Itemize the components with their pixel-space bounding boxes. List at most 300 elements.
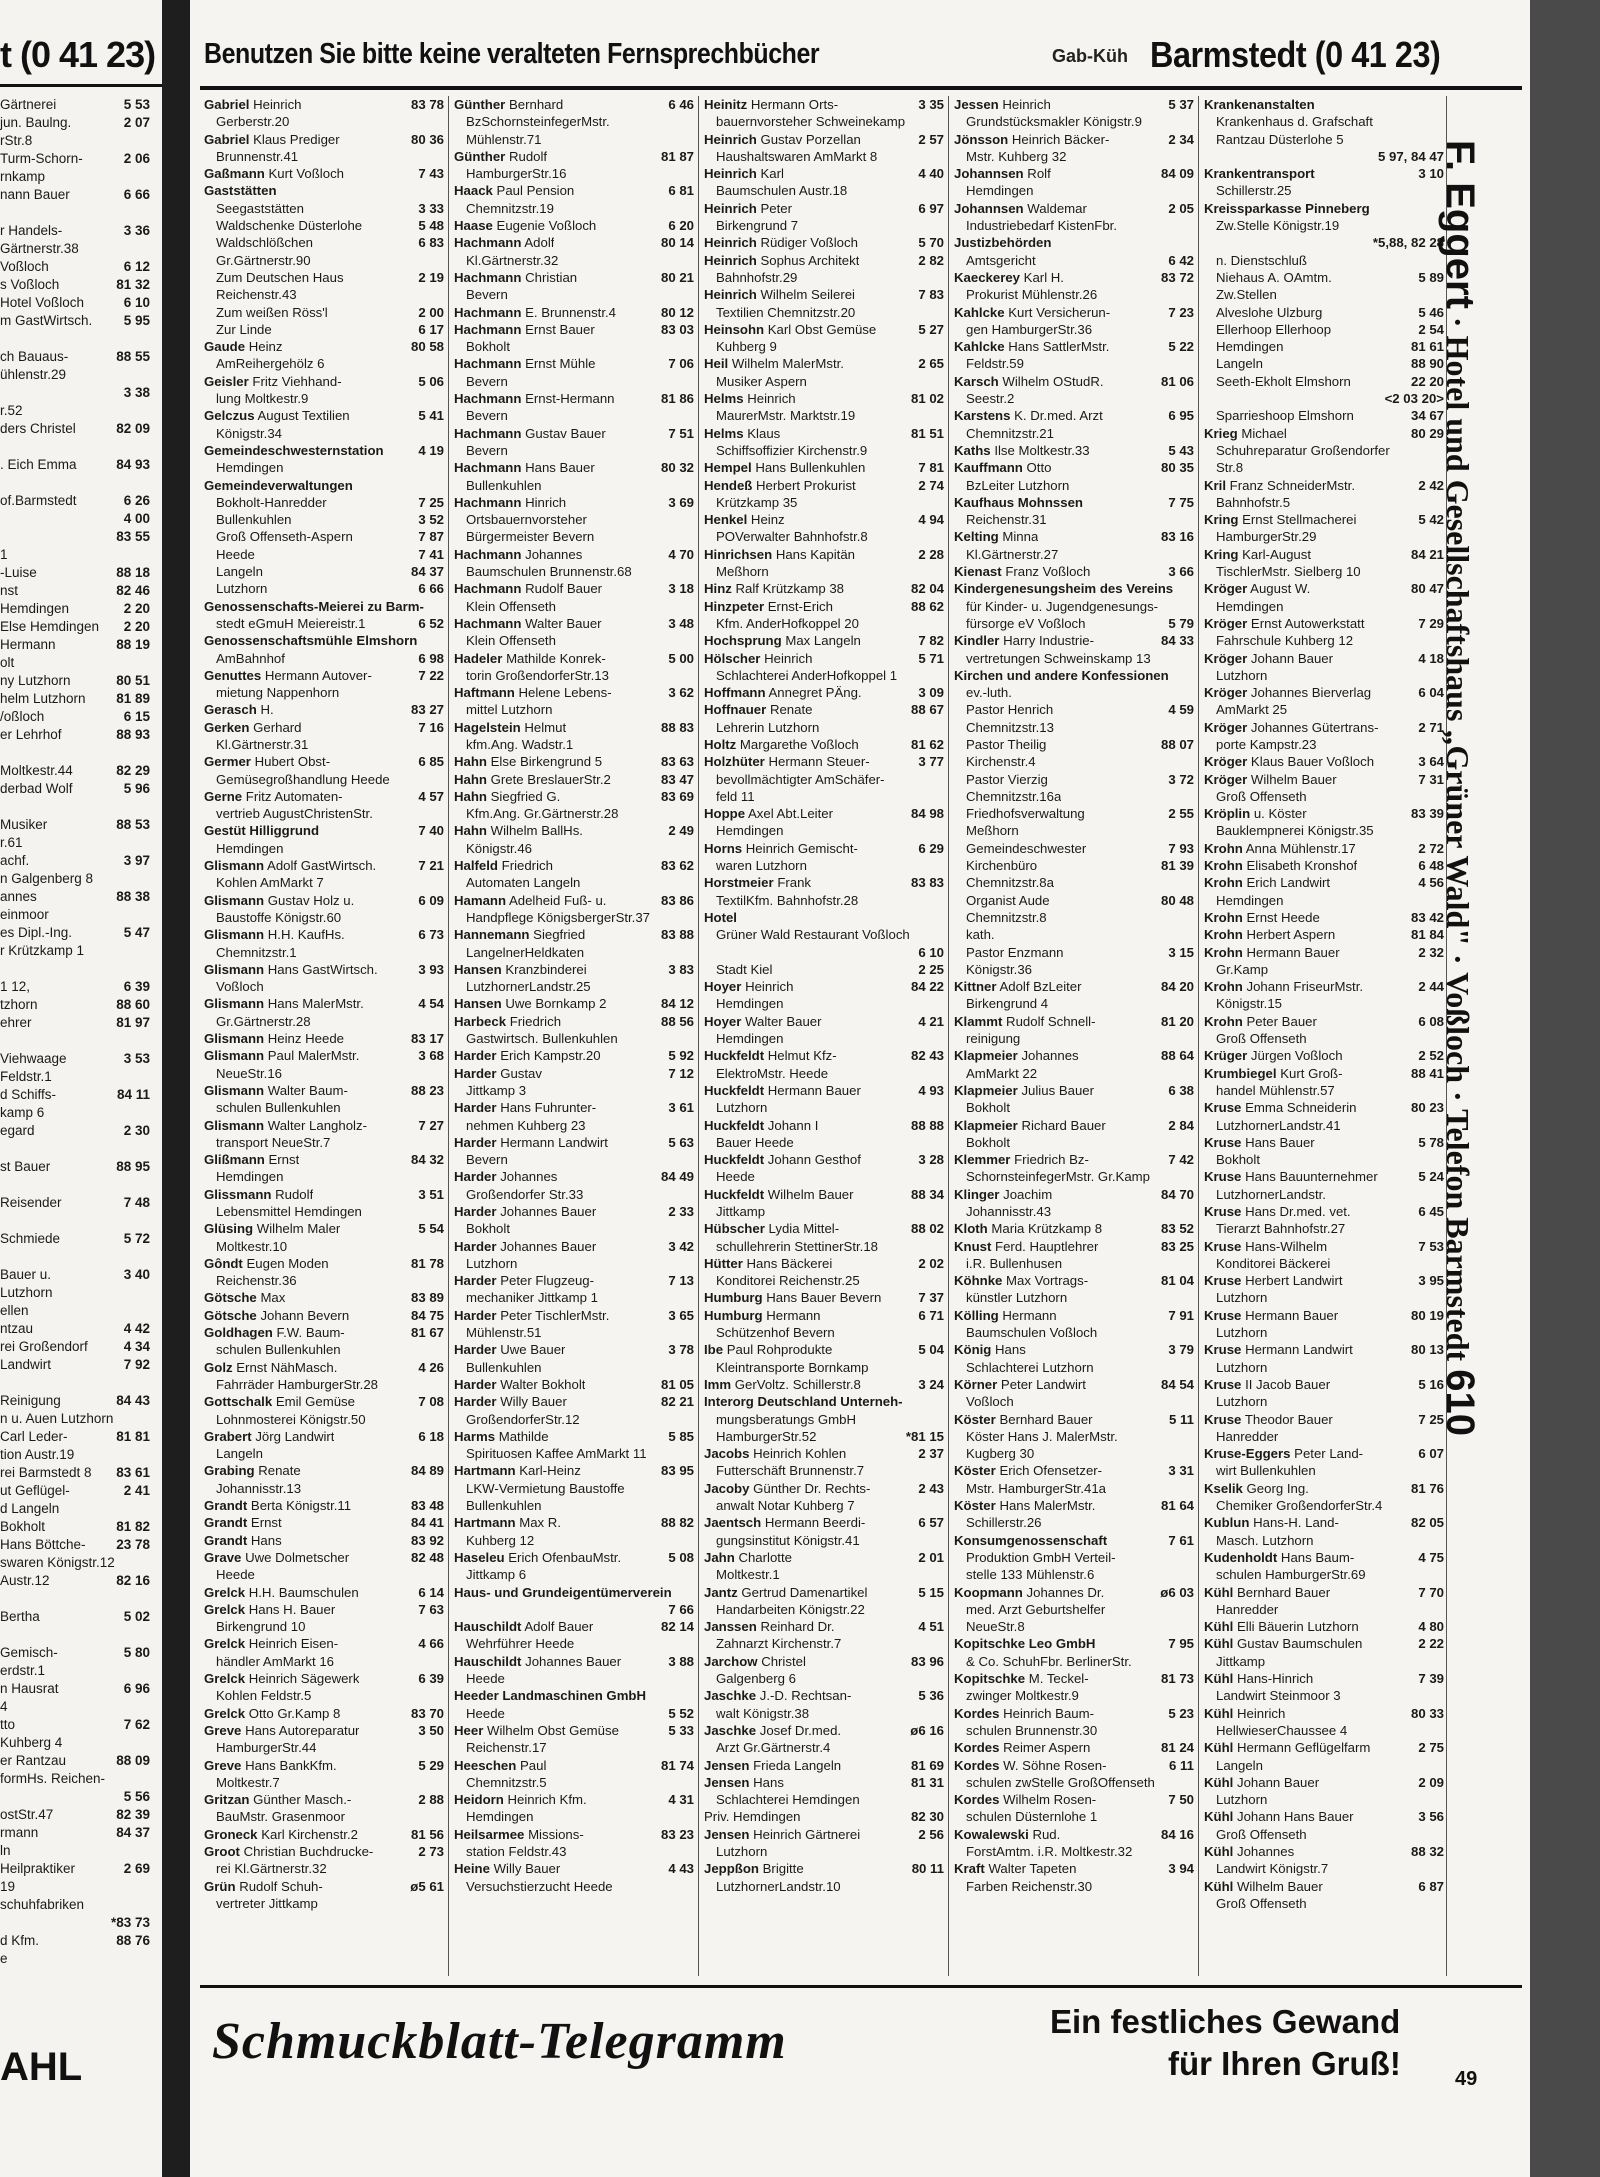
entry-line [454,771,694,788]
entry-name: Köhnke [954,1273,1003,1289]
left-page-row-text: ntzau [0,1321,34,1336]
entry-phone: 5 37 [1168,97,1194,112]
entry-continuation [1204,1895,1444,1912]
entry-text [454,390,615,407]
left-page-row [0,546,150,564]
entry-continuation [1204,286,1444,303]
entry-line [954,1411,1194,1428]
entry-line [704,200,944,217]
entry-line [704,1393,944,1410]
entry-continuation [704,1359,944,1376]
entry-detail: Waldemar [1027,200,1087,216]
entry-continuation [954,182,1194,199]
entry-detail: Johannes [1236,1843,1295,1859]
left-page-row-number: 7 48 [123,1195,150,1210]
entry-continuation-text: Großendorfer Str.33 [466,1186,584,1202]
entry-continuation [954,546,1194,563]
left-page-row [0,510,150,528]
banner-slogan-line-1: Ein festliches Gewand [1050,2003,1401,2040]
entry-name: Hachmann [454,460,522,476]
left-page-row-number: 88 76 [116,1933,150,1948]
entry-phone: 7 81 [918,460,944,476]
entry-continuation [954,1480,1194,1497]
entry-continuation-text: Jittkamp [1216,1653,1266,1669]
entry-continuation-text: Lehrerin Lutzhorn [716,719,820,735]
left-page-row-number [146,1410,150,1428]
entry-detail: Heinrich [253,97,302,112]
entry-continuation [454,874,694,891]
entry-line [454,650,694,667]
entry-continuation-text: Kl.Gärtnerstr.32 [466,252,559,268]
entry-text [1204,944,1340,961]
entry-phone: 6 48 [1418,858,1444,874]
entry-detail: Kurt Groß- [1280,1065,1343,1081]
entry-continuation [1204,1030,1444,1047]
entry-continuation-text: Amtsgericht [966,252,1036,268]
left-page-row [0,114,150,132]
entry-continuation-text: Köster Hans J. MalerMstr. [966,1428,1118,1444]
entry-text [1204,1774,1319,1791]
left-page-row-text: ühlenstr.29 [0,367,67,382]
entry-text [954,234,1051,251]
entry-name: Hartmann [454,1515,516,1531]
entry-continuation-text: handel Mühlenstr.57 [1216,1082,1335,1098]
entry-text [704,234,858,251]
entry-phone: 81 86 [660,391,694,407]
entry-detail: Peter Bauer [1246,1013,1317,1029]
entry-phone [690,1411,694,1428]
entry-continuation-text: Produktion GmbH Verteil- [966,1549,1116,1565]
entry-phone: 7 95 [1168,1636,1194,1652]
left-page-row [0,348,150,366]
entry-continuation-text: TischlerMstr. Sielberg 10 [1216,564,1361,580]
entry-text [704,1618,835,1635]
entry-phone [1190,1653,1194,1670]
entry-text [954,1757,1106,1774]
directory-entry [454,1653,694,1688]
entry-detail: Wilhelm OStudR. [1002,373,1104,389]
directory-entry [704,1289,944,1306]
entry-phone: 84 98 [910,806,944,822]
entry-detail: Erich Landwirt [1246,875,1331,891]
entry-phone: 83 17 [410,1031,444,1047]
entry-continuation [1204,563,1444,580]
entry-continuation [454,131,694,148]
entry-continuation [704,1705,944,1722]
entry-text [1204,1843,1294,1860]
left-page-row [0,1608,150,1626]
entry-line [204,373,444,390]
entry-phone [940,1099,944,1116]
entry-text [1204,511,1356,528]
entry-phone [1440,1601,1444,1618]
entry-continuation [954,1566,1194,1583]
entry-phone: 5 46 [1418,304,1444,320]
left-page-row-number [146,744,150,762]
entry-phone [1190,286,1194,303]
entry-continuation [704,182,944,199]
entry-continuation-text: LangelnerHeldkaten [466,944,585,960]
entry-line [454,1514,694,1531]
entry-continuation [1204,1082,1444,1099]
entry-line [1204,840,1444,857]
directory-entry [704,200,944,235]
entry-text [454,1514,561,1531]
entry-phone: 2 88 [418,1792,444,1808]
entry-continuation-text: Kfm.Ang. Gr.Gärtnerstr.28 [466,806,619,822]
entry-name: Kring [1204,512,1239,528]
entry-continuation-text: Hemdingen [716,823,784,839]
entry-text [454,1722,619,1739]
entry-name: Henkel [704,512,748,528]
entry-phone: 83 86 [660,892,694,908]
entry-continuation [1204,494,1444,511]
entry-continuation [454,338,694,355]
entry-name: Huckfeldt [704,1186,765,1202]
entry-continuation-text: NeueStr.8 [966,1619,1025,1635]
left-page-row-text: es Dipl.-Ing. [0,925,73,940]
entry-continuation-text: Arzt Gr.Gärtnerstr.4 [716,1740,831,1756]
entry-continuation [704,615,944,632]
entry-name: Hachmann [454,615,522,631]
entry-detail: Wilhelm Obst Gemüse [487,1722,619,1738]
entry-text [454,234,554,251]
entry-text [704,1082,861,1099]
entry-continuation [954,1601,1194,1618]
entry-continuation-text: MaurerMstr. Marktstr.19 [716,408,856,424]
entry-continuation [954,1445,1194,1462]
directory-entry [704,1826,944,1861]
directory-entry [204,1705,444,1722]
entry-detail: Heinrich Gärtnerei [753,1826,861,1842]
entry-phone [1190,321,1194,338]
entry-line [704,1722,944,1739]
directory-entry [454,304,694,321]
entry-detail: Johann Bauer [1236,1774,1320,1790]
entry-continuation-text: Gr.Kamp [1216,961,1269,977]
left-page-row-number [146,1842,150,1860]
entry-text [954,494,1083,511]
left-page-row-number: 88 60 [116,997,150,1012]
directory-entry [1204,1134,1444,1169]
left-page-row [0,1662,150,1680]
entry-text [204,1757,337,1774]
entry-name: Klemmer [954,1152,1011,1168]
left-page-row-number: 2 41 [123,1483,150,1498]
entry-phone: 6 17 [418,321,444,337]
entry-name: Hachmann [454,321,522,337]
entry-phone: 3 62 [668,685,694,701]
entry-continuation [204,234,444,251]
entry-line [1204,1584,1444,1601]
entry-text [454,1462,581,1479]
entry-line [204,1826,444,1843]
entry-name: Harder [454,1048,497,1064]
entry-detail: Johannes Dr. [1026,1584,1105,1600]
left-page-row [0,708,150,726]
entry-continuation [704,1843,944,1860]
entry-continuation [704,1324,944,1341]
entry-phone: 7 53 [1418,1238,1444,1254]
entry-phone [1440,1497,1444,1514]
entry-continuation [954,650,1194,667]
entry-name: Klapmeier [954,1117,1018,1133]
directory-entry [454,1238,694,1273]
entry-name: Heinrich [704,200,757,216]
entry-phone: 2 52 [1418,1048,1444,1064]
directory-entry [954,1739,1194,1756]
left-page-row [0,1752,150,1770]
entry-continuation-text: Hemdingen [1216,339,1284,355]
entry-phone [440,1739,444,1756]
entry-continuation-text: LutzhornerLandstr.25 [466,979,591,995]
directory-entry [704,546,944,581]
directory-entry [954,234,1194,269]
left-page-row-number [146,798,150,816]
entry-phone [690,1532,694,1549]
entry-continuation-text: Bullenkuhlen [466,1359,542,1375]
entry-phone [1190,961,1194,978]
entry-continuation [954,598,1194,615]
entry-continuation [1204,528,1444,545]
entry-text [454,148,547,165]
left-page-row-text: schuhfabriken [0,1897,85,1912]
entry-phone: 88 41 [1410,1065,1444,1081]
entry-phone: 6 20 [668,218,694,234]
entry-continuation-text: Grundstücksmakler Königstr.9 [966,114,1142,130]
entry-detail: Gustav Holz u. [267,892,355,908]
entry-text [954,459,1051,476]
directory-entry [454,1134,694,1169]
left-page-row-number [146,1068,150,1086]
left-page-row-text: m GastWirtsch. [0,313,93,328]
entry-line [454,269,694,286]
entry-phone: 4 56 [1418,875,1444,891]
directory-entry [704,909,944,978]
left-page-row-text: Gemisch- [0,1645,58,1660]
left-page-row-text: Kuhberg 4 [0,1735,63,1750]
entry-detail: Hans-Hinrich [1236,1671,1314,1687]
entry-phone [440,1203,444,1220]
entry-phone [690,805,694,822]
left-page-row-number [146,1878,150,1896]
entry-detail: Rolf [1027,166,1051,182]
entry-name: Kordes [954,1757,1000,1773]
left-page-row [0,600,150,618]
entry-line [704,753,944,770]
page-number: 49 [1455,2068,1478,2090]
entry-text [454,1238,596,1255]
left-page-row [0,1410,150,1428]
entry-name: Grelck [204,1636,246,1652]
entry-phone [1190,182,1194,199]
entry-phone: 83 89 [410,1290,444,1306]
entry-line [954,1341,1194,1358]
entry-phone: 84 75 [410,1307,444,1323]
entry-continuation-text: Hemdingen [966,183,1034,199]
entry-detail: Bernhard Bauer [1236,1584,1331,1600]
entry-detail: Frieda Langeln [753,1757,842,1773]
entry-phone [1190,1878,1194,1895]
left-page-row-text: Feldstr.1 [0,1069,52,1084]
entry-name: Hochsprung [704,633,782,649]
directory-entry [454,1099,694,1134]
entry-phone [690,1584,694,1601]
entry-line [1204,1445,1444,1462]
entry-text [204,1428,334,1445]
entry-line [1204,511,1444,528]
left-page-row [0,888,150,906]
left-page-row [0,222,150,240]
entry-detail: Jörg Landwirt [255,1428,335,1444]
directory-entry [1204,719,1444,754]
entry-detail: Hermann [766,1307,821,1323]
directory-entry [954,1757,1194,1792]
entry-name: Hauschildt [454,1653,522,1669]
entry-detail: Günther Masch.- [253,1792,352,1808]
entry-detail: Christian [525,269,578,285]
left-page-row [0,618,150,636]
entry-text [954,96,1051,113]
entry-line [454,390,694,407]
entry-text [454,961,587,978]
left-page-row-number: 6 26 [123,493,150,508]
entry-line [704,1860,944,1877]
directory-entry [204,165,444,182]
entry-detail: Adolf Bauer [524,1619,594,1635]
entry-name: Kraft [954,1861,985,1877]
entry-detail: Priv. Hemdingen [704,1809,801,1825]
entry-phone: 22 20 [1410,373,1444,389]
entry-phone: 83 83 [910,875,944,891]
entry-text [1204,1341,1353,1358]
left-page-list [0,96,150,1968]
directory-entry [704,1047,944,1082]
entry-text [704,736,859,753]
entry-phone: 6 97 [918,200,944,216]
directory-entry [954,442,1194,459]
entry-phone [940,1601,944,1618]
entry-continuation [1204,1324,1444,1341]
entry-continuation-text: Groß Offenseth [1216,1031,1307,1047]
entry-continuation-text: med. Arzt Geburtshelfer [966,1601,1106,1617]
entry-continuation [204,494,444,511]
entry-detail: Erich Kampstr.20 [500,1048,601,1064]
entry-text [454,1341,565,1358]
entry-name: Harder [454,1376,497,1392]
entry-phone [690,1480,694,1497]
entry-phone: 88 32 [1410,1843,1444,1859]
entry-detail: Wilhelm Bauer [1250,771,1337,787]
entry-phone: 7 25 [1418,1411,1444,1427]
entry-detail: Johann Bevern [260,1307,350,1323]
entry-text [954,1047,1079,1064]
entry-phone: 7 51 [668,425,694,441]
entry-continuation [1204,321,1444,338]
entry-phone [940,926,944,943]
entry-phone: 4 26 [418,1359,444,1375]
left-page-row-text: r.61 [0,835,23,850]
entry-phone [690,1670,694,1687]
entry-name: Glismann [204,1117,265,1133]
directory-entry [204,1601,444,1636]
entry-line [204,632,444,649]
entry-detail: Axel Abt.Leiter [747,806,834,822]
entry-text [704,840,858,857]
entry-line [704,1341,944,1358]
directory-entry [704,874,944,909]
entry-name: Gerasch [204,702,257,718]
entry-name: Krüger [1204,1048,1248,1064]
entry-phone [690,1808,694,1825]
left-page-row-number: 5 02 [123,1609,150,1624]
left-page-row [0,402,150,420]
directory-entry [1204,1584,1444,1619]
entry-name: Glismann [204,996,265,1012]
entry-continuation-text: Kleintransporte Bornkamp [716,1359,869,1375]
directory-entry [704,511,944,546]
entry-text [704,1722,841,1739]
entry-continuation-text: LKW-Vermietung Baustoffe [466,1480,625,1496]
entry-phone: 4 57 [418,788,444,804]
entry-phone [440,1065,444,1082]
entry-text [1204,650,1333,667]
directory-entry [204,1289,444,1306]
entry-text [954,1462,1102,1479]
entry-continuation-text: Zur Linde [216,321,272,337]
directory-entry [204,477,444,598]
entry-text [704,286,855,303]
entry-name: Krankenanstalten [1204,97,1315,112]
entry-continuation-text: händler AmMarkt 16 [216,1653,335,1669]
entry-text [454,321,595,338]
directory-entry [704,805,944,840]
left-page-row-number: 88 55 [116,349,150,364]
directory-entry [704,1480,944,1515]
entry-name: Glismann [204,1082,265,1098]
entry-name: Helms [704,425,744,441]
entry-phone [1440,113,1444,130]
left-page-row [0,1266,150,1284]
entry-continuation-text: Baumschulen Austr.18 [716,183,848,199]
entry-phone: 5 06 [418,373,444,389]
entry-phone: 6 42 [1168,252,1194,268]
entry-phone: 7 66 [668,1601,694,1617]
entry-line [204,477,444,494]
entry-detail: Friedrich Bz- [1014,1152,1089,1168]
left-page-row-number [146,1140,150,1158]
entry-detail: Richard Bauer [1021,1117,1106,1133]
entry-name: Hinz [704,581,732,597]
directory-entry [454,771,694,788]
entry-line [954,1826,1194,1843]
entry-name: Huckfeldt [704,1048,765,1064]
entry-name: Kühl [1204,1584,1234,1600]
entry-continuation [204,736,444,753]
entry-continuation-text: Bahnhofstr.29 [716,269,798,285]
entry-line [954,580,1194,597]
entry-continuation [1204,131,1444,148]
entry-text [954,200,1087,217]
entry-detail: Hans H. Bauer [248,1601,336,1617]
entry-text [204,1532,282,1549]
entry-name: Groneck [204,1826,258,1842]
entry-continuation-text: Lohnmosterei Königstr.50 [216,1411,366,1427]
entry-name: Gemeindeverwaltungen [204,477,353,493]
entry-phone: 6 10 [918,944,944,960]
directory-entry [954,407,1194,442]
directory-entry [454,1341,694,1376]
